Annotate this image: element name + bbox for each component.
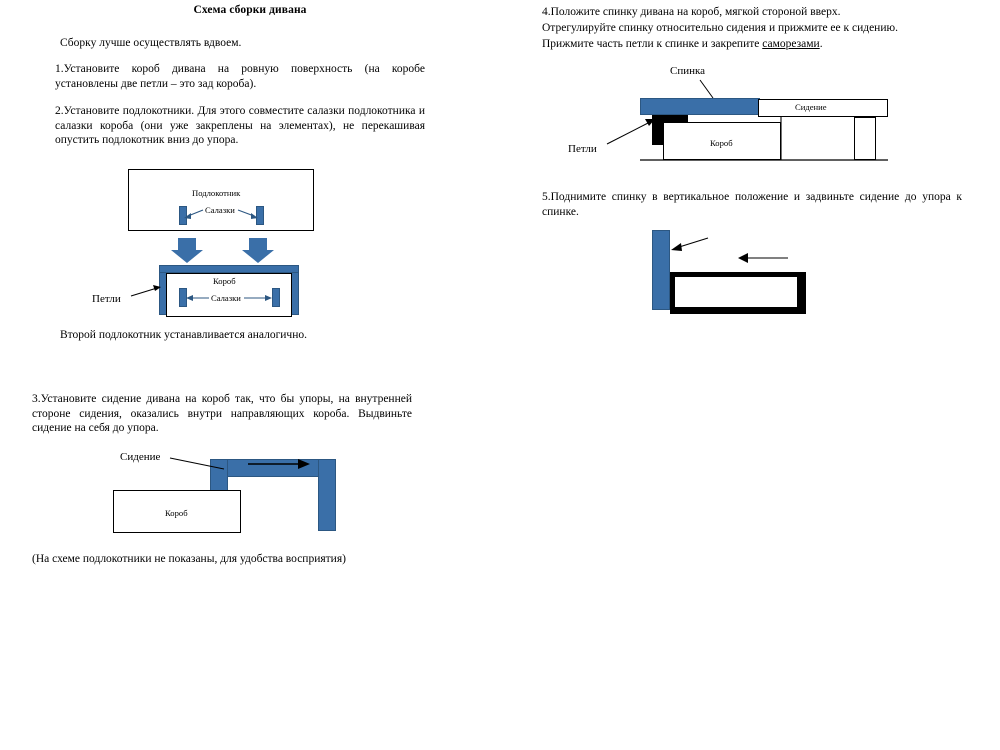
step-4-line-3 — [542, 37, 957, 52]
box-label-fig2: Короб — [165, 508, 188, 518]
step-1-paragraph: 1.Установите короб дивана на ровную поверхность (на коробе установлены две петли – это зад короба). — [55, 63, 425, 90]
figure-seat-installation — [0, 445, 500, 555]
slides-label-bottom: Салазки — [211, 293, 241, 303]
step-4-line-1: 4.Положите спинку дивана на короб, мягкой стороной вверх. — [542, 6, 841, 18]
step-4-line-3-end: . — [819, 38, 823, 50]
figure-armrest-installation — [0, 160, 500, 335]
step-2-paragraph: 2.Установите подлокотники. Для этого совместите салазки подлокотника и салазки короба (они уже закреплены на элементах), не перекашивая опустить подлокотник вниз до упора. — [55, 105, 425, 147]
box-label-fig3: Короб — [710, 138, 733, 148]
figure-back-on-box — [500, 60, 1000, 175]
push-arrows-fig4 — [500, 230, 1000, 330]
back-label-fig3: Спинка — [670, 65, 706, 77]
hinges-label-fig1: Петли — [92, 293, 121, 305]
hinges-callout-fig1 — [0, 160, 500, 335]
armrest-label: Подлокотник — [192, 188, 241, 198]
intro-paragraph: Сборку лучше осуществлять вдвоем. — [60, 37, 242, 49]
hinges-callout-fig3 — [500, 60, 1000, 175]
slides-label-top: Салазки — [205, 205, 235, 215]
step-4-line-2: Отрегулируйте спинку относительно сидения и прижмите ее к сидению. — [542, 22, 898, 34]
seat-label-fig2: Сидение — [120, 451, 161, 463]
figure-back-vertical — [500, 230, 1000, 330]
step-4-line-3-text: Прижмите часть петли к спинке и закрепите — [542, 38, 763, 50]
samorezami-underlined: саморезами — [762, 38, 820, 50]
step-5-paragraph: 5.Поднимите спинку в вертикальное положение и задвиньте сидение до упора к спинке. — [542, 191, 962, 218]
hinges-label-fig3: Петли — [568, 143, 597, 155]
seat-callout-fig2 — [0, 445, 500, 555]
note-second-armrest: Второй подлокотник устанавливается аналогично. — [60, 329, 307, 341]
page-title: Схема сборки дивана — [193, 4, 307, 16]
right-column — [500, 0, 1000, 750]
note-armrests-not-shown: (На схеме подлокотники не показаны, для удобства восприятия) — [32, 553, 346, 565]
step-3-paragraph: 3.Установите сидение дивана на короб так, что бы упоры, на внутренней стороне сидения, оказались внутри направляющих короба. Выдвиньте сидение на себя до упора. — [32, 393, 412, 435]
seat-label-fig3: Сидение — [795, 102, 827, 112]
box-label: Короб — [213, 276, 236, 286]
